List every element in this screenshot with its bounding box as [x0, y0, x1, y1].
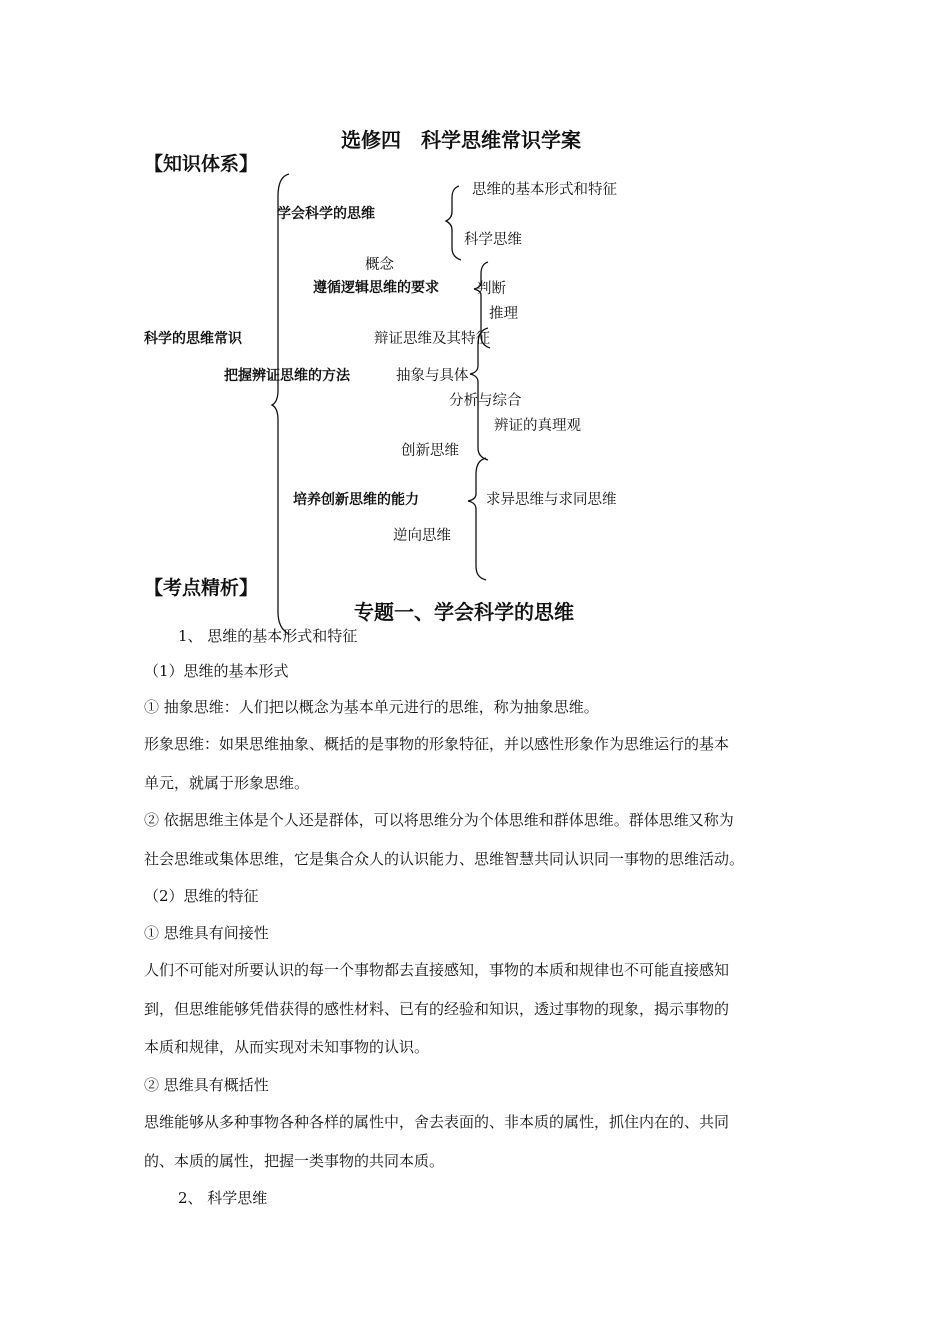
tree-b3-item-3: 辨证的真理观 [494, 418, 581, 434]
body-line: ① 抽象思维：人们把以概念为基本单元进行的思维，称为抽象思维。 [144, 698, 599, 716]
body-line: 形象思维：如果思维抽象、概括的是事物的形象特征，并以感性形象作为思维运行的基本 [144, 735, 730, 753]
tree-b4-item-2: 逆向思维 [393, 528, 451, 544]
body-line: 到，但思维能够凭借获得的感性材料、已有的经验和知识，透过事物的现象，揭示事物的 [144, 1000, 730, 1018]
branch4-brace [468, 458, 486, 580]
body-line: ① 思维具有间接性 [144, 924, 269, 942]
body-line: 的、本质的属性，把握一类事物的共同本质。 [144, 1152, 445, 1170]
body-line: ② 依据思维主体是个人还是群体，可以将思维分为个体思维和群体思维。群体思维又称为 [144, 811, 734, 829]
tree-branch-4: 培养创新思维的能力 [293, 492, 419, 508]
branch1-brace [446, 186, 461, 260]
body-line: 2、 科学思维 [178, 1189, 268, 1207]
tree-concept: 概念 [365, 257, 394, 273]
tree-branch-2: 遵循逻辑思维的要求 [313, 280, 439, 296]
body-line: （2）思维的特征 [144, 887, 259, 905]
section-exam-analysis: 【考点精析】 [144, 577, 259, 599]
tree-branch-1: 学会科学的思维 [277, 206, 375, 222]
tree-b2-item-1: 判断 [477, 281, 506, 297]
tree-b3-item-1: 抽象与具体 [396, 368, 469, 384]
body-line: 思维能够从多种事物各种各样的属性中，舍去表面的、非本质的属性，抓住内在的、共同 [144, 1113, 730, 1131]
body-line: ② 思维具有概括性 [144, 1076, 269, 1094]
section-knowledge-system: 【知识体系】 [144, 153, 259, 175]
tree-branch-3: 把握辨证思维的方法 [224, 368, 350, 384]
topic-title: 专题一、学会科学的思维 [354, 600, 574, 624]
tree-b3-first: 辩证思维及其特征 [374, 331, 490, 347]
body-line: （1）思维的基本形式 [144, 662, 289, 680]
tree-b4-first: 创新思维 [401, 443, 459, 459]
body-line: 本质和规律，从而实现对未知事物的认识。 [144, 1038, 430, 1056]
tree-root: 科学的思维常识 [144, 331, 242, 347]
body-line: 1、 思维的基本形式和特征 [178, 627, 358, 645]
tree-b3-item-2: 分析与综合 [449, 393, 522, 409]
tree-b1-item-2: 科学思维 [464, 232, 522, 248]
body-line: 单元，就属于形象思维。 [144, 774, 310, 792]
body-line: 社会思维或集体思维，它是集合众人的认识能力、思维智慧共同认识同一事物的思维活动。 [144, 850, 745, 868]
tree-b2-item-2: 推理 [489, 306, 518, 322]
document-title: 选修四 科学思维常识学案 [341, 128, 581, 152]
tree-b1-item-1: 思维的基本形式和特征 [472, 182, 617, 198]
root-brace [272, 174, 289, 634]
tree-b4-item-1: 求异思维与求同思维 [486, 492, 617, 508]
body-line: 人们不可能对所要认识的每一个事物都去直接感知，事物的本质和规律也不可能直接感知 [144, 961, 730, 979]
